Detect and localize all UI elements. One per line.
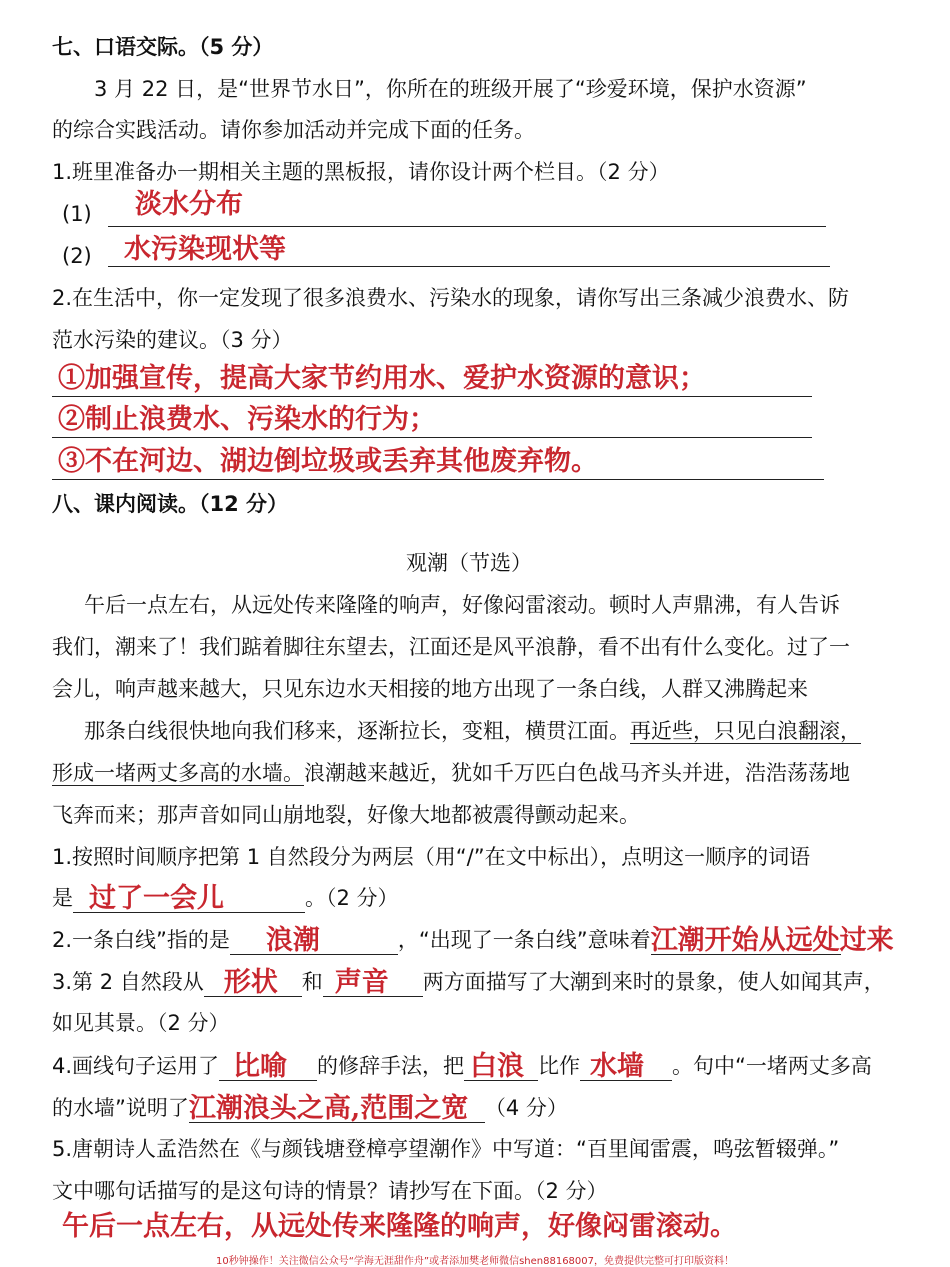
s8-question-3-line-1: [52, 966, 885, 997]
footer-notice: 10秒钟操作！关注微信公众号“学海无涯甜作舟”或者添加樊老师微信shen88168007，免费提供完整可打印版资料！: [215, 1256, 735, 1267]
answer-line: [52, 437, 812, 438]
q1-answer: 过了一会儿: [89, 883, 224, 914]
q4-middle-1: 的修辞手法，把: [317, 1054, 465, 1078]
s8-question-4-line-2: [52, 1092, 568, 1123]
answer-line: [52, 396, 812, 397]
q3-blank-2: [323, 966, 423, 997]
s7-q1-answer-1: 淡水分布: [135, 189, 243, 220]
passage-p1-line-3: 会儿，响声越来越大，只见东边水天相接的地方出现了一条白线，人群又沸腾起来: [52, 677, 808, 701]
q1-prefix: 是: [52, 886, 73, 910]
section-8-heading: 八、课内阅读。（12 分）: [52, 492, 289, 516]
q4-score: （4 分）: [484, 1096, 568, 1120]
s7-question-2-line-1: 2.在生活中，你一定发现了很多浪费水、污染水的现象，请你写出三条减少浪费水、防: [52, 286, 850, 310]
answer-line: [52, 479, 824, 480]
q4-answer-4: 江潮浪头之高,范围之宽: [188, 1093, 469, 1124]
s8-question-2: [52, 924, 894, 956]
underlined-sentence: 形成一堵两丈多高的水墙。: [52, 761, 304, 785]
section-7-heading: 七、口语交际。（5 分）: [52, 35, 274, 59]
passage-title: 观潮（节选）: [406, 551, 532, 575]
answer-line: [108, 266, 830, 267]
q1-suffix: 。（2 分）: [305, 886, 399, 910]
q3-and: 和: [301, 970, 323, 994]
answer-line: [108, 226, 826, 227]
s7-q1-answer-2: 水污染现状等: [124, 234, 286, 265]
s7-question-2-line-2: 范水污染的建议。（3 分）: [52, 328, 293, 352]
s7-q1-number-2: (2): [62, 244, 92, 268]
underlined-sentence: 再近些，只见白浪翻滚，: [630, 719, 861, 743]
q4-answer-3: 水墙: [590, 1051, 645, 1082]
q2-blank-1: [230, 924, 398, 955]
q2-middle: ，“出现了一条白线”意味着: [397, 928, 651, 952]
q4-blank-2: [464, 1050, 538, 1081]
q3-blank-1: [204, 966, 302, 997]
q3-answer-2: 声音: [334, 967, 389, 998]
q4-prefix: 4.画线句子运用了: [52, 1054, 220, 1078]
s8-question-5-line-1: 5.唐朝诗人孟浩然在《与颜钱塘登樟亭望潮作》中写道：“百里闻雷震，鸣弦暂辍弹。”: [52, 1137, 840, 1161]
q4-suffix: 。句中“一堵两丈多高: [672, 1054, 872, 1078]
q4-line2-prefix: 的水墙”说明了: [52, 1096, 189, 1120]
q4-answer-1: 比喻: [233, 1051, 288, 1082]
s8-question-1-line-1: 1.按照时间顺序把第 1 自然段分为两层（用“/”在文中标出），点明这一顺序的词语: [52, 845, 811, 869]
s7-q2-answer-3: ③不在河边、湖边倒垃圾或丢弃其他废弃物。: [58, 446, 598, 477]
s7-q2-answer-1: ①加强宣传，提高大家节约用水、爱护水资源的意识；: [58, 363, 706, 394]
q1-blank: [73, 882, 305, 913]
s7-intro-line-1: 3 月 22 日，是“世界节水日”，你所在的班级开展了“珍爱环境，保护水资源”: [94, 77, 807, 101]
q2-answer-2: 江潮开始从远处过来: [650, 925, 894, 956]
s8-question-3-line-2: 如见其景。（2 分）: [52, 1011, 230, 1035]
q3-suffix: 两方面描写了大潮到来时的景象，使人如闻其声，: [422, 970, 885, 994]
s8-question-1-line-2: [52, 882, 399, 913]
s7-q1-number-1: (1): [62, 202, 92, 226]
s7-intro-line-2: 的综合实践活动。请你参加活动并完成下面的任务。: [52, 118, 535, 142]
passage-p2-line-1: [84, 716, 861, 746]
passage-p2-line-2: [52, 758, 850, 788]
q2-prefix: 2.一条白线”指的是: [52, 928, 230, 952]
q4-blank-4: [189, 1092, 485, 1123]
passage-p1-line-2: 我们，潮来了！我们踮着脚往东望去，江面还是风平浪静，看不出有什么变化。过了一: [52, 635, 850, 659]
q2-answer-1: 浪潮: [265, 925, 320, 956]
passage-p2-text: 那条白线很快地向我们移来，逐渐拉长，变粗，横贯江面。: [84, 719, 630, 743]
passage-p2-line-3: 飞奔而来；那声音如同山崩地裂，好像大地都被震得颤动起来。: [52, 803, 640, 827]
q4-blank-1: [219, 1050, 317, 1081]
q3-answer-1: 形状: [223, 967, 278, 998]
s8-question-5-line-2: 文中哪句话描写的是这句诗的情景？请抄写在下面。（2 分）: [52, 1179, 608, 1203]
q4-middle-2: 比作: [538, 1054, 581, 1078]
s7-q2-answer-2: ②制止浪费水、污染水的行为；: [58, 404, 436, 435]
q4-blank-3: [580, 1050, 672, 1081]
q4-answer-2: 白浪: [470, 1051, 525, 1082]
s8-question-4-line-1: [52, 1050, 872, 1081]
s7-question-1: 1.班里准备办一期相关主题的黑板报，请你设计两个栏目。（2 分）: [52, 160, 670, 184]
s8-q5-answer: 午后一点左右，从远处传来隆隆的响声，好像闷雷滚动。: [62, 1211, 737, 1242]
q3-prefix: 3.第 2 自然段从: [52, 970, 204, 994]
q2-blank-2: [650, 924, 894, 956]
passage-p2-text: 浪潮越来越近，犹如千万匹白色战马齐头并进，浩浩荡荡地: [304, 761, 850, 785]
passage-p1-line-1: 午后一点左右，从远处传来隆隆的响声，好像闷雷滚动。顿时人声鼎沸，有人告诉: [84, 593, 840, 617]
